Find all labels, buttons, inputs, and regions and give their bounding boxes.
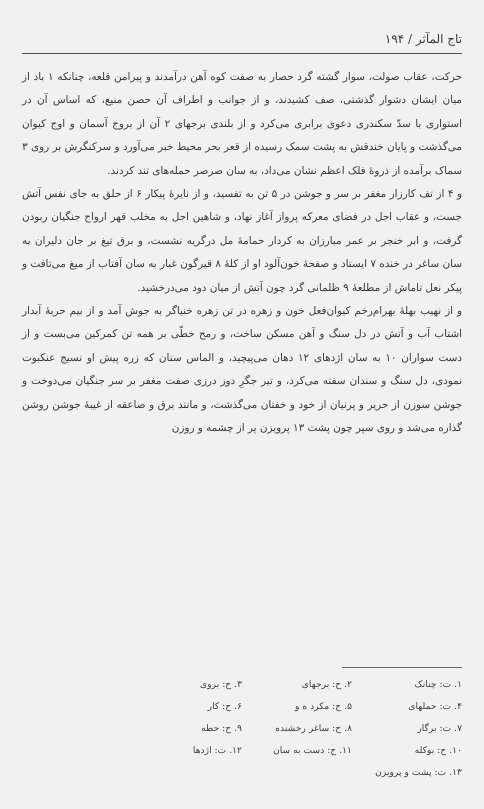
footnote-row — [22, 674, 462, 696]
footnote: ۱۲. ت: اژدها — [192, 745, 242, 756]
main-text — [22, 66, 462, 441]
footnote: ۴. ت: حملهای — [408, 701, 462, 712]
footnote: ۳. ح: بروی — [200, 679, 242, 690]
footnote-row — [22, 696, 462, 718]
footnote: ۵. ح: مکرد ه و — [295, 701, 352, 712]
footnote: ۲. ح: برجهای — [301, 679, 352, 690]
paragraph: و از نهیب بهلهٔ بهرام‌رخم کیوان‌فعل خون و زهره در تن زهره خنیاگر به جوش آمد و از بیم حربهٔ آبدار اشتاب آب و آتش در دل سنگ و آهن مسکن ساخت، و رمح خطّی بر همه تن کمرکین می‌بست و از دست سواران ۱۰ به سان اژدهای ۱۲ دهان می‌پیچید، و الماس سنان که زره پیش او نسیج عنکبوت نمودی، دل سنگ و سندان سفته می‌کرد، و تیر جگرِ دوز درزی صفت مغفر بر سر جنگیان می‌دوخت و جوشن سوزن از حریر و پرنیان از خود و خفتان می‌گذشت، و مانند برق و صاعقه از غیبهٔ جوشن روشن گذاره می‌شد و روی سپر چون پشت ۱۳ پرویزن پر از چشمه و روزن — [22, 305, 462, 435]
paragraph: حرکت، عقاب صولت، سوار گشته گرد حصار به صفت کوه آهن درآمدند و پیرامن قلعه، چنانکه ۱ باد از میان ایشان دشوار گذشتی، صف کشیدند، و از جوانب و اطراف آن حصن منیع، که اساس آن در استواری با سدّ سکندری دعوی برابری می‌کرد و از بلندی برجهای ۲ آن از بروج آسمان و اوج کیوان می‌گذشت و پایان خندقش به پشت سمک رسیده از قعر بحر محیط خبر می‌آورد و سرکنگرش بر روی ۳ سماک برآمده از ذروهٔ فلک اعظم نشان می‌داد، به سان صرصر حمله‌های تند کردند. — [22, 71, 462, 177]
footnote-row — [22, 762, 462, 784]
paragraph: و ۴ از تف کارزار مغفر بر سر و جوشن در ۵ تن به تفسید، و از نایرهٔ پیکار ۶ از حلق به جای نفس آتش جست، و عقاب اجل در فضای معرکه پرواز آغاز نهاد، و شاهین اجل به مخلب قهر ارواح جنگیان ربودن گرفت، و ابر خنجر بر عمر مبارزان به کردار حمامهٔ مل درگریه نشست، و برق تیغ بر جان دلیران به سان ساغر در خنده ۷ ایستاد و صفحهٔ خون‌آلود او از کلهٔ ۸ قیرگون غبار به سان آفتاب از میغ می‌تافت و پیکر نعل تاماش از مطلعهٔ ۹ ظلمانی گرد چون آتش از میان دود می‌درخشید. — [22, 188, 462, 294]
footnote: ۶. ح: کار — [207, 701, 242, 712]
footnote-row — [22, 740, 462, 762]
footnote: ۱. ت: چنانک — [414, 679, 462, 690]
footnote: ۹. ح: حطه — [201, 723, 242, 734]
page-header — [22, 32, 462, 50]
footnote: ۱۱. ح: دست به سان — [272, 745, 352, 756]
footnote: ۸. ح: ساغر رخشنده — [275, 723, 352, 734]
footnotes — [22, 674, 462, 784]
footnote-row — [22, 718, 462, 740]
running-title: تاج المآثر / ۱۹۴ — [384, 32, 462, 46]
footnote: ۷. ت: برگار — [417, 723, 462, 734]
footnote: ۱۳. ت: پشت و پرویزن — [375, 767, 462, 778]
footnote: ۱۰. ح: بوکله — [414, 745, 462, 756]
header-rule — [22, 53, 462, 54]
footnote-rule — [342, 667, 462, 668]
